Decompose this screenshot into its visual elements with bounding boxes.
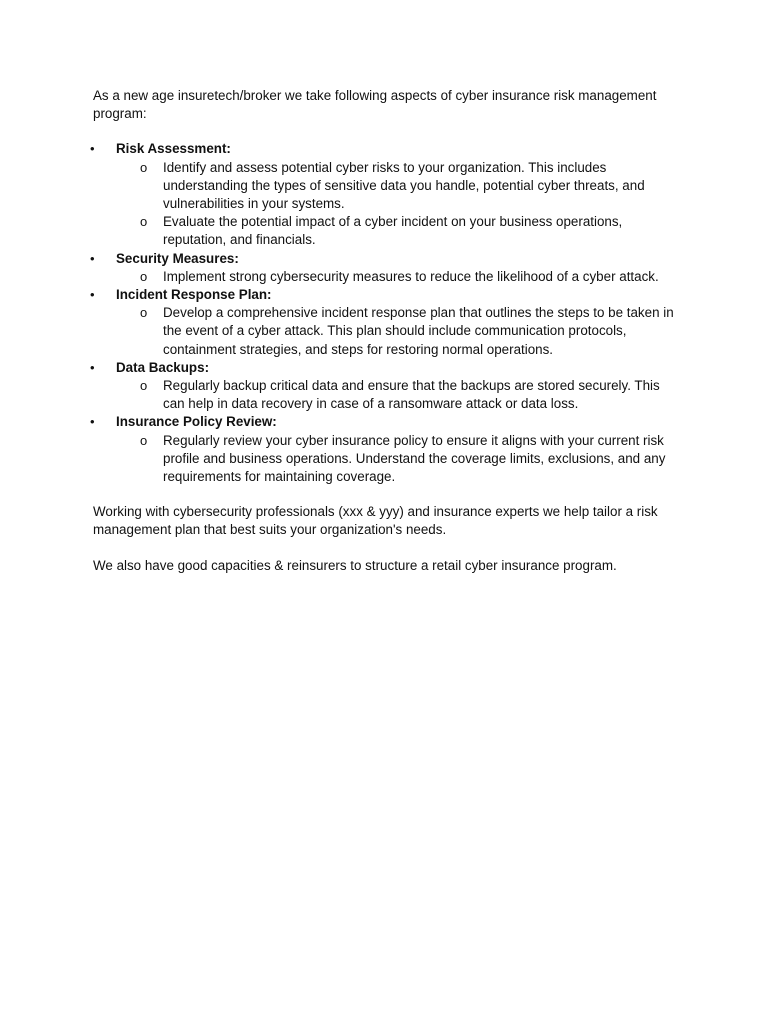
sub-list [116,304,683,359]
document-body [90,87,683,575]
section-title: Data Backups: [116,359,210,375]
sub-item-text: Regularly backup critical data and ensure that the backups are stored securely. This can help in data recovery in case of a ransomware attack or data loss. [163,378,660,412]
sub-item-text: Evaluate the potential impact of a cyber incident on your business operations, reputation, and financials. [163,214,623,248]
capacities-paragraph: We also have good capacities & reinsurers to structure a retail cyber insurance program. [93,557,617,573]
professionals-paragraph: Working with cybersecurity professionals (xxx & yyy) and insurance experts we help tailor a risk management plan that best suits your organization's needs. [93,504,658,538]
risk-program-list [90,140,683,486]
bullet-icon: • [90,414,95,430]
sub-bullet-icon: o [140,432,148,448]
bullet-icon: • [90,359,95,375]
section-title: Risk Assessment: [116,141,231,157]
sub-item-text: Implement strong cybersecurity measures to reduce the likelihood of a cyber attack. [163,268,659,284]
sub-item [116,377,683,413]
section-incident-response-plan [90,286,683,359]
sub-item-text: Regularly review your cyber insurance policy to ensure it aligns with your current risk profile and business operations. Understand the coverage limits, exclusions, and any requirements for maintaining coverage. [163,432,666,485]
sub-list [116,377,683,413]
sub-item-text: Develop a comprehensive incident response plan that outlines the steps to be taken in the event of a cyber attack. This plan should include communication protocols, containment strategies, and steps for restoring normal operations. [163,305,674,357]
section-title: Incident Response Plan: [116,287,272,303]
sub-bullet-icon: o [140,378,148,394]
sub-bullet-icon: o [140,214,148,230]
section-data-backups [90,359,683,414]
bullet-icon: • [90,250,95,266]
section-security-measures [90,250,683,286]
sub-list [116,159,683,250]
sub-list [116,268,683,286]
sub-bullet-icon: o [140,268,148,284]
sub-item [116,159,683,214]
section-risk-assessment [90,140,683,249]
sub-bullet-icon: o [140,305,148,321]
intro-paragraph: As a new age insuretech/broker we take following aspects of cyber insurance risk management program: [93,88,657,122]
sub-list [116,432,683,487]
sub-item-text: Identify and assess potential cyber risks to your organization. This includes understanding the types of sensitive data you handle, potential cyber threats, and vulnerabilities in your systems. [163,159,645,212]
bullet-icon: • [90,287,95,303]
section-title: Insurance Policy Review: [116,414,277,430]
section-title: Security Measures: [116,250,239,266]
sub-item [116,213,683,249]
section-insurance-policy-review [90,413,683,486]
sub-item [116,304,683,359]
bullet-icon: • [90,141,95,157]
sub-item [116,268,683,286]
sub-item [116,432,683,487]
sub-bullet-icon: o [140,159,148,175]
